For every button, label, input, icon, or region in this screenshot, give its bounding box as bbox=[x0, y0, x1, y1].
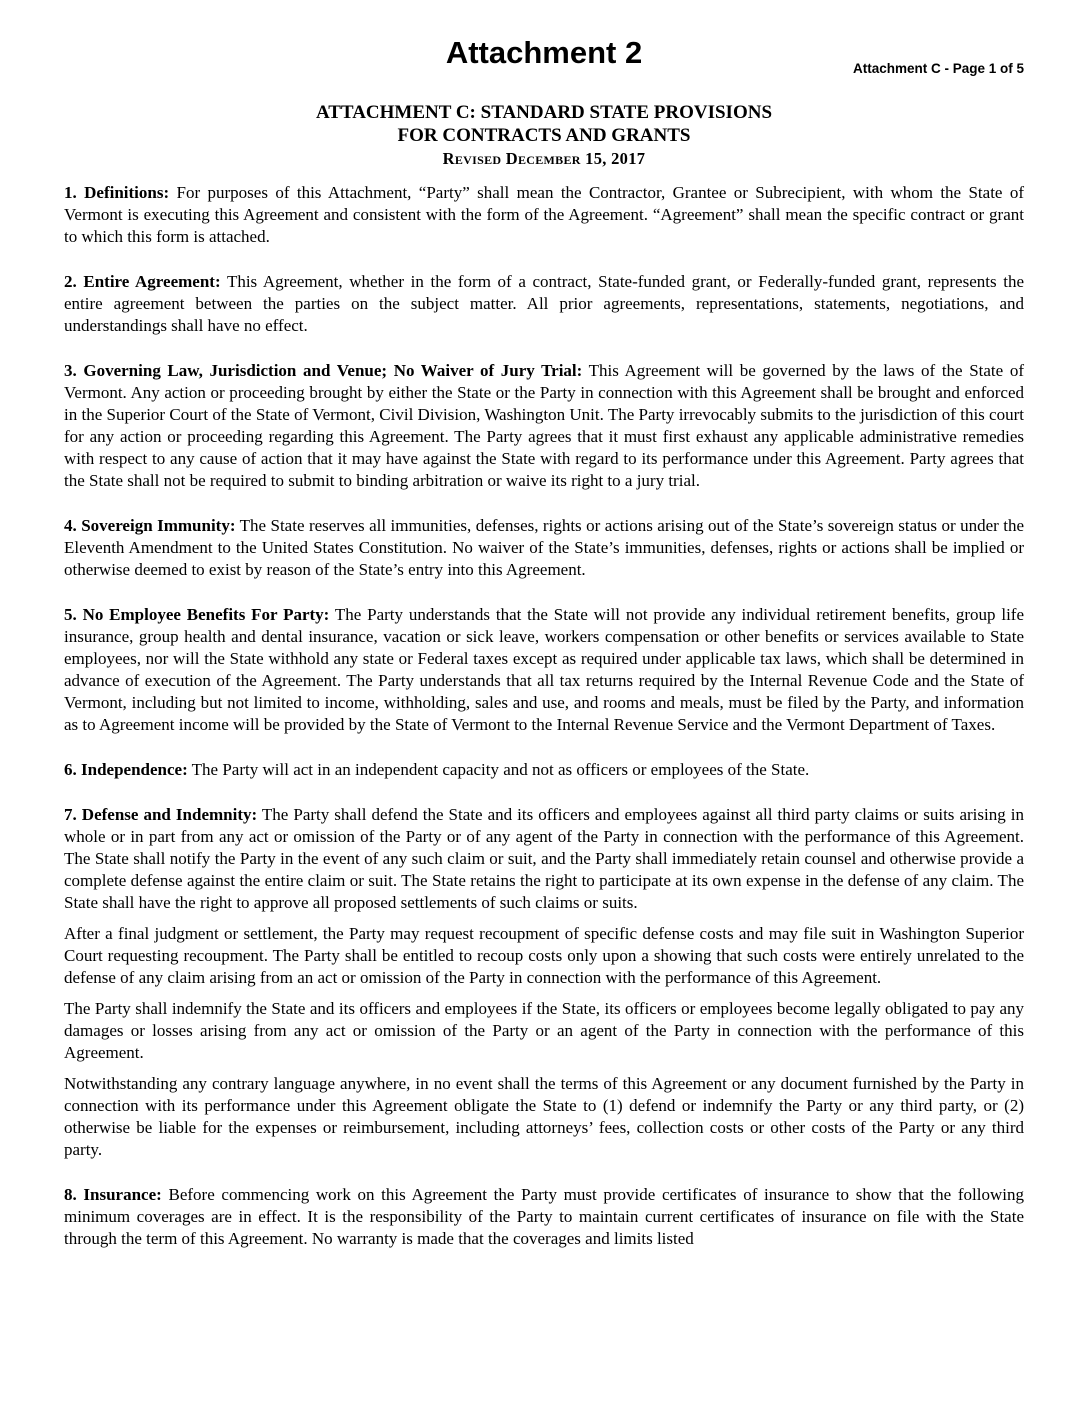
section-paragraph: 1. Definitions: For purposes of this Attachment, “Party” shall mean the Contractor, Grantee or Subrecipient, with whom the State of Vermont is executing this Agreement and consistent with the form of the Agreement. “Agreement” shall mean the specific contract or grant to which this form is attached. bbox=[64, 183, 1025, 246]
section-label: 5. No Employee Benefits For Party: bbox=[64, 605, 330, 624]
section-paragraph: 7. Defense and Indemnity: The Party shall defend the State and its officers and employees against all third party claims or suits arising in whole or in part from any act or omission of the Party or of any agent of the Party in connection with the performance of this Agreement. The State shall notify the Party in the event of any such claim or suit, and the Party shall immediately retain counsel and otherwise provide a complete defense against the entire claim or suit. The State retains the right to participate at its own expense in the defense of any claim. The State shall have the right to approve all proposed settlements of such claims or suits. bbox=[64, 805, 1024, 912]
section-label: 2. Entire Agreement: bbox=[64, 272, 221, 291]
section-1 bbox=[64, 182, 1024, 248]
page-number-label: Attachment C - Page 1 of 5 bbox=[852, 61, 1024, 76]
doc-title: Attachment 2 bbox=[445, 35, 643, 70]
section-paragraph: Notwithstanding any contrary language anywhere, in no event shall the terms of this Agreement or any document furnished by the Party in connection with its performance under this Agreement obligate the State to (1) defend or indemnify the Party or any third party, or (2) otherwise be liable for the expenses or reimbursement, including attorneys’ fees, collection costs or other costs of the Party or any third party. bbox=[64, 1074, 1024, 1159]
section-label: 6. Independence: bbox=[64, 760, 188, 779]
section-paragraph: After a final judgment or settlement, the Party may request recoupment of specific defense costs and may file suit in Washington Superior Court requesting recoupment. The Party shall be entitled to recoup costs only upon a showing that such costs were entirely unrelated to the defense of any claim arising from an act or omission of the Party in connection with the performance of this Agreement. bbox=[64, 924, 1024, 987]
section-label: 3. Governing Law, Jurisdiction and Venue; No Waiver of Jury Trial: bbox=[64, 361, 583, 380]
section-paragraph: 5. No Employee Benefits For Party: The Party understands that the State will not provide any individual retirement benefits, group life insurance, group health and dental insurance, vacation or sick leave, workers compensation or other benefits or services available to State employees, nor will the State withhold any state or Federal taxes except as required under applicable tax laws, which shall be determined in advance of execution of the Agreement. The Party understands that all tax returns required by the Internal Revenue Code and the State of Vermont, including but not limited to income, withholding, sales and use, and rooms and meals, must be filed by the Party, and information as to Agreement income will be provided by the State of Vermont to the Internal Revenue Service and the Vermont Department of Taxes. bbox=[64, 605, 1024, 734]
section-paragraph: 3. Governing Law, Jurisdiction and Venue; No Waiver of Jury Trial: This Agreement will be governed by the laws of the State of Vermont. Any action or proceeding brought by either the State or the Party in connection with this Agreement shall be brought and enforced in the Superior Court of the State of Vermont, Civil Division, Washington Unit. The Party irrevocably submits to the jurisdiction of this court for any action or proceeding regarding this Agreement. The Party agrees that it must first exhaust any applicable administrative remedies with respect to any cause of action that it may have against the State with regard to its performance under this Agreement. Party agrees that the State shall not be required to submit to binding arbitration or waive its right to a jury trial. bbox=[64, 361, 1024, 490]
section-label: 7. Defense and Indemnity: bbox=[64, 805, 258, 824]
section-7 bbox=[64, 804, 1024, 1161]
section-paragraph: 8. Insurance: Before commencing work on this Agreement the Party must provide certificates of insurance to show that the following minimum coverages are in effect. It is the responsibility of the Party to maintain current certificates of insurance on file with the State through the term of this Agreement. No warranty is made that the coverages and limits listed bbox=[64, 1185, 1024, 1248]
section-paragraph: 6. Independence: The Party will act in an independent capacity and not as officers or employees of the State. bbox=[64, 760, 810, 779]
revision-date-line: Revised December 15, 2017 bbox=[442, 149, 646, 168]
document-body bbox=[64, 182, 1024, 1250]
section-paragraph: The Party shall indemnify the State and its officers and employees if the State, its officers or employees become legally obligated to pay any damages or losses arising from any act or omission of the Party or an agent of the Party in connection with the performance of this Agreement. bbox=[64, 999, 1024, 1062]
section-paragraph: 4. Sovereign Immunity: The State reserves all immunities, defenses, rights or actions arising out of the State’s sovereign status or under the Eleventh Amendment to the United States Constitution. No waiver of the State’s immunities, defenses, rights or actions shall be implied or otherwise deemed to exist by reason of the State’s entry into this Agreement. bbox=[64, 516, 1024, 579]
section-8 bbox=[64, 1184, 1024, 1250]
section-2 bbox=[64, 271, 1024, 337]
attachment-heading-line2: FOR CONTRACTS AND GRANTS bbox=[397, 125, 691, 146]
section-5 bbox=[64, 604, 1024, 736]
attachment-heading-line1: ATTACHMENT C: STANDARD STATE PROVISIONS bbox=[315, 102, 773, 123]
section-label: 1. Definitions: bbox=[64, 183, 170, 202]
section-6 bbox=[64, 759, 1024, 781]
section-paragraph: 2. Entire Agreement: This Agreement, whether in the form of a contract, State-funded grant, or Federally-funded grant, represents the entire agreement between the parties on the subject matter. All prior agreements, representations, statements, negotiations, and understandings shall have no effect. bbox=[64, 272, 1024, 335]
section-label: 8. Insurance: bbox=[64, 1185, 162, 1204]
section-3 bbox=[64, 360, 1024, 492]
section-4 bbox=[64, 515, 1024, 581]
section-label: 4. Sovereign Immunity: bbox=[64, 516, 236, 535]
attachment-heading bbox=[0, 101, 1088, 170]
